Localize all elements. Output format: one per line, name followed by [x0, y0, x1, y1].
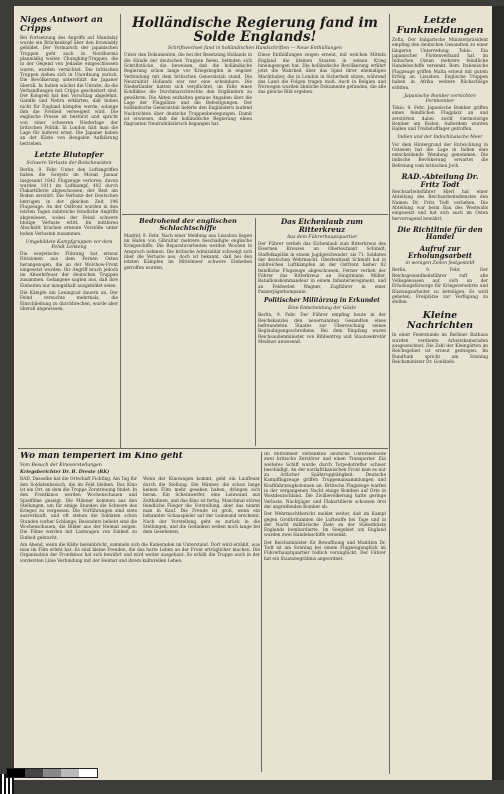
article-kino-body-3: Am Abend, wenn die Kälte hereinbricht, sammeln sich die Kameraden im Unterstand. Dort wird erzählt, was man im Film erlebt hat. Es sind kleine Freuden, die das harte Leben an der Front erträglicher machen. Die Organisation der Frontkinos hat sich bewährt und wird weiter ausgebaut. So erhält die Truppe auch in der vordersten Linie Verbindung mit der Heimat und ihrem kulturellen Leben.	[20, 542, 260, 564]
lower-kino-article	[20, 452, 260, 772]
column-rule	[120, 14, 121, 448]
subhead-kino: Vom Besuch der Kinovorstellungen	[20, 463, 102, 469]
headline-holland: Holländische Regierung fand im Solde Englands!	[132, 16, 378, 46]
article-eichenlaub-body: Der Führer verlieh das Eichenlaub zum Ritterkreuz des Eisernen Kreuzes an Oberleutnant Schmidt, Staffelkapitän in einem Jagdgeschwader, als 71. Soldaten der deutschen Wehrmacht. Oberleutnant Schmidt hat in zahlreichen Luftkämpfen an der Ostfront bisher 82 feindliche Flugzeuge abgeschossen. Ferner verlieh der Führer das Ritterkreuz an Hauptmann Müller, Bataillonskommandeur in einem Infanterieregiment, und an Feldwebel Wagner, Zugführer in einer Panzerjägerkompanie.	[258, 242, 386, 295]
headline-kino: Wo man temperiert im Kino geht	[20, 452, 183, 461]
headline-eichenlaub: Das Eichenlaub zum Ritterkreuz	[280, 218, 364, 234]
headline-blutopfer: Letzte Blutopfer	[34, 150, 104, 160]
article-schlachtschiffe-body: Madrid, 9. Febr. Nach einer Meldung aus Lissabon liegen im Hafen von Gibraltar mehrere beschädigte englische Kriegsschiffe. Die Reparaturarbeiten werden Wochen in Anspruch nehmen. Die britische Admiralität schweigt sich über die Verluste aus, doch ist bekannt, daß bei den letzten Kämpfen im Mittelmeer schwere Einheiten getroffen wurden.	[124, 233, 252, 271]
headline-militaerzug: Politischer Militärzug in Erkundet	[264, 297, 380, 305]
subhead-erholungsarbeit: in wenigen Zeilen festgestellt	[405, 261, 475, 267]
article-rad-todt-body: Reichsarbeitsführer Hierl hat einer Abteilung des Reichsarbeitsdienstes den Namen Dr. Fritz Todt verliehen. Die Abteilung war beim Bau des Westwalls eingesetzt und hat sich auch im Osten hervorragend bewährt.	[392, 190, 488, 222]
byline-kino: Kriegsberichter Dr. B. Dreste (RK)	[20, 470, 110, 476]
headline-kleine-nachrichten: Kleine Nachrichten	[406, 310, 474, 332]
article-indien-body: Vor dem Hintergrund der Entwicklung in Ostasien hat die Lage in Indien eine entscheidende Wendung genommen. Die indische Bevölkerung erwartet die Befreiung vom britischen Joch.	[392, 142, 488, 169]
headline-erholungsarbeit: Aufruf zur Erholungsarbeit	[408, 243, 472, 260]
column-2-main	[124, 16, 386, 246]
lower-middle-column	[264, 452, 386, 772]
column-2-lower	[124, 218, 252, 443]
article-wehrmacht-body-1: Im Mittelmeer versenkten deutsche Unterseeboote zwei britische Zerstörer und einen Transporter. Ein weiteres Schiff wurde durch Torpedotreffer schwer beschädigt. An der nordafrikanischen Front kam es nur zu örtlicher Spähtrupptätigkeit. Deutsche Kampfflugzeuge griffen Truppenansammlungen und Kraftfahrzeugkolonnen an. Britische Flugzeuge warfen in der vergangenen Nacht einige Bomben auf Orte in Westdeutschland. Die Zivilbevölkerung hatte geringe Verluste. Nachtjäger und Flakartillerie schossen drei der angreifenden Bomber ab.	[264, 452, 386, 510]
headline-rad-todt: RAD.-Abteilung Dr. Fritz Todt	[401, 172, 479, 189]
subhead-kampfgruppen: Umgebildete Kampfgruppen vor dem Fehdt Lenkeng	[25, 239, 113, 250]
article-kino-body-2: Wenn der Kinowagen kommt, geht ein Lauffeuer durch die Stellung. Die Männer, die schon lange keinen Film mehr gesehen haben, drängen sich heran. Ein Scheinwerfer, eine Leinwand aus Zeltbahnen, und das Kino ist fertig. Manchmal stören feindliche Flieger die Vorstellung, aber das nimmt man in Kauf. Die Freude ist groß, wenn ein bekannter Schauspieler auf der Leinwand erscheint. Nach der Vorstellung geht es zurück in die Stellungen, und die Gedanken weilen noch lange bei dem Gesehenen.	[143, 477, 260, 536]
subhead-eichenlaub: Aus dem Führerhauptquartier	[286, 235, 358, 241]
subhead-militaerzug: Eine Entscheidung der Gäste	[287, 306, 357, 312]
newspaper-page	[14, 6, 492, 780]
article-erholungsarbeit-body: Berlin, 9. Febr. Der Reichsgesundheitsführer ruft alle Volksgenossen auf, sich an der Erholungsfürsorge für Kriegsversehrte und Rüstungsarbeiter zu beteiligen. Es wird gebeten, Freiplätze zur Verfügung zu stellen.	[392, 268, 488, 306]
page-edge-shadow	[492, 6, 504, 780]
column-3	[392, 16, 488, 776]
column-rule	[255, 218, 256, 446]
article-holland-body-left: Unter den Dokumenten, die bei der Besetzung Hollands in die Hände der deutschen Truppen fielen, befinden sich Schriftstücke, die beweisen, daß die holländische Regierung schon lange vor Kriegsbeginn in engster Verbindung mit dem britischen Generalstab stand. Die Neutralität Hollands war nur eine scheinbare. Die Niederländer hatten sich verpflichtet, im Falle eines Konfliktes die Durchmarschrechte den Engländern zu gewähren. Die Akten enthalten genaue Angaben über die Lage der Flugplätze und die Befestigungen. Der holländische Generalstab lieferte den Engländern laufend Nachrichten über deutsche Truppenbewegungen. Damit ist erwiesen, daß die holländische Regierung einen flagranten Neutralitätsbruch begangen hat.	[124, 53, 252, 128]
subhead-holland: Schriftwechsel fand in holländischen Handschriften — Neue Enthüllungen	[168, 46, 342, 52]
subhead-bomber: Japanische Bomber vernichten Fernbomber	[404, 93, 476, 104]
article-bomber-body: Tokio, 9. Febr. Japanische Bomber griffen einen feindlichen Flugplatz an und zerstörten dabei zwölf viermotorige Bomber am Boden. Außerdem wurden Hallen und Treibstofflager getroffen.	[392, 106, 488, 133]
article-todt-body: Der Reichsminister für Bewaffnung und Munition Dr. Todt ist am Sonntag bei einem Flugzeugunglück im Führerhauptquartier tödlich verunglückt. Der Führer hat ein Staatsbegräbnis angeordnet.	[264, 540, 386, 562]
article-blutopfer-body: Berlin, 9. Febr. Unter den Luftangriffen haben die Sowjets im Monat Januar insgesamt 1642 Flugzeuge verloren, davon wurden 1011 im Luftkampf, 402 durch Flakartillerie abgeschossen, der Rest am Boden zerstört. Die Verluste der Deutschen betrugen in der gleichen Zeit 196 Flugzeuge. An der Ostfront wurden in den letzten Tagen zahlreiche feindliche Angriffe abgewiesen, wobei der Feind schwere blutige Verluste erlitt. Im mittleren Abschnitt brachen erneute Vorstöße unter hohen Verlusten zusammen.	[20, 168, 118, 237]
headline-funkmeldungen: Letzte Funkmeldungen	[396, 16, 484, 36]
article-militaerzug-body: Berlin, 9. Febr. Der Führer empfing heute in der Reichskanzlei den neuernannten Gesandten eines befreundeten Staates zur Überreichung seines Beglaubigungsschreibens. Bei dem Empfang waren Reichsaußenminister von Ribbentrop und Staatssekretär Meißner anwesend.	[258, 313, 386, 345]
column-1	[20, 16, 118, 456]
article-holland-body-right: Diese Enthüllungen zeigen erneut, mit welchen Mitteln England die kleinen Staaten in seinen Krieg hineingezogen hat. Die holländische Bevölkerung erfährt jetzt die Wahrheit über das Spiel ihrer ehemaligen Machthaber, die in London in Sicherheit sitzen, während das Land die Folgen tragen muß. Auch in Belgien und Norwegen wurden ähnliche Dokumente gefunden, die alle das gleiche Bild ergeben.	[258, 53, 386, 96]
section-rule	[122, 214, 388, 215]
article-kleine-nachrichten-body: In einer Feierstunde im Berliner Rathaus wurden verdiente Arbeitskameraden ausgezeichnet. Die Zahl der Kleingärten im Reichsgebiet ist erneut gestiegen. Im Rundfunk spricht am Sonntag Reichsminister Dr. Goebbels.	[392, 333, 488, 365]
article-wehrmacht-body-2: Der Wehrmachtbericht meldet weiter, daß im Kampf gegen Großbritannien die Luftwaffe bei Tage und in der Nacht militärische Ziele an der Südostküste Englands bombardierte. Im Seegebiet um England wurden zwei Handelsschiffe versenkt.	[264, 512, 386, 539]
column-rule	[261, 452, 262, 772]
section-rule	[18, 448, 388, 449]
headline-schlachtschiffe: Bedrohend der englischen Schlachtschiffe	[139, 218, 237, 232]
article-kino-body-1: RAD. Dasselbe hat die Ortschaft Fichtlag. Am Tag für den Soldatenbesuch, die im Feld bleiben. Das Kino ist ein Ort, an dem die Truppe Zerstreuung findet. In den Frontkinos werden Wochenschauen und Spielfilme gezeigt. Die Männer kommen aus den Stellungen, um für einige Stunden die Schwere des Krieges zu vergessen. Die Vorführungen sind stets ausverkauft, und oft stehen die Soldaten schon Stunden vorher Schlange. Besonders beliebt sind die Wochenschauen, die Bilder aus der Heimat zeigen. Die Filme werden mit Lastwagen von Einheit zu Einheit gebracht.	[20, 477, 137, 541]
subhead-indien: Indien und der Indochinaische Meer	[397, 135, 483, 141]
column-middle	[258, 218, 386, 443]
headline-cripps: Niges Antwort an Cripps	[20, 16, 103, 34]
article-leningrad-body: Die Kämpfe um Leningrad dauern an. Der Feind versuchte mehrmals, die Einschließung zu durchbrechen, wurde aber überall abgewiesen.	[20, 291, 118, 312]
article-cripps-body: Bei Fortsetzung des Angriffs auf Mandalay wurde ein Brückenkopf über den Irrawaddy gebildet. Der Vormarsch der japanischen Truppen geht auch in Nordburma planmäßig weiter. Chungking-Truppen, die in der Gegend von Jedashe eingeschlossen waren, wurden vernichtet. Die britischen Truppen ziehen sich in Unordnung zurück. Die Bevölkerung unterstützt die Japaner überall. In Indien wächst die Unruhe, da die Verhandlungen mit Cripps gescheitert sind. Der Kongreß hat den Vorschlag abgelehnt. Gandhi und Nehru erklärten, daß Indien nicht für England kämpfen werde, solange ihm die Freiheit verweigert wird. Die englische Presse ist bestürzt und spricht von einer schweren Niederlage der britischen Politik. In London hält man die Lage für äußerst ernst. Die Japaner haben an der Küste von Bengalen Aufklärung betrieben.	[20, 35, 118, 147]
article-funkmeldungen-body: Zofia. Der bulgarische Ministerpräsident empfing den deutschen Gesandten zu einer längeren Unterredung. Tokio. Ein japanischer Flottenverband hat im Indischen Ozean mehrere feindliche Handelsschiffe versenkt. Rom. Italienische Flugzeuge griffen Malta erneut mit gutem Erfolg an. Lissabon. Englische Truppen haben in Afrika weitere Rückschläge erlitten.	[392, 37, 488, 91]
grayscale-target	[6, 768, 98, 778]
article-kampfgruppen-body: Die sowjetische Führung hat erneut Divisionen aus dem Fernen Osten herangezogen, die an der Wolchow-Front eingesetzt wurden. Ihr Angriff brach jedoch im Abwehrfeuer der deutschen Truppen zusammen. Gefangene sagten aus, daß ihre Einheiten nur mangelhaft ausgebildet seien.	[20, 251, 118, 289]
subhead-blutopfer: Schwere Verluste der Bolschewisten	[26, 160, 112, 166]
column-rule	[389, 14, 390, 774]
headline-richtlinie: Die Richtlinie für den Handel	[397, 224, 483, 242]
